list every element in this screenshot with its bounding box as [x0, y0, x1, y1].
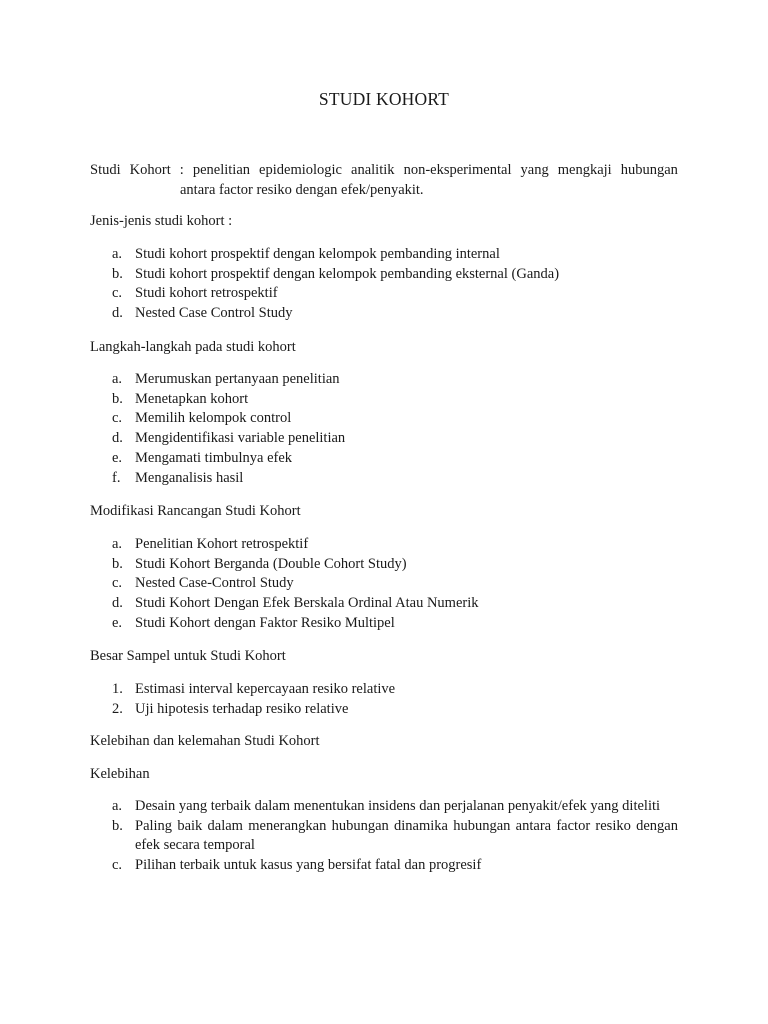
definition-word: hubungan	[620, 162, 678, 178]
list-item-text: Mengamati timbulnya efek	[135, 449, 293, 466]
definition-word: yang	[520, 162, 549, 178]
list-marker: c.	[112, 857, 123, 874]
list-item	[90, 390, 678, 410]
list-marker: d.	[112, 305, 123, 322]
list-item	[90, 594, 678, 614]
list-marker: 1.	[112, 681, 123, 697]
list-marker: a.	[112, 536, 123, 552]
definition-word: non-eksperimental	[403, 162, 512, 178]
list-item	[90, 304, 678, 324]
list-marker: d.	[112, 430, 123, 447]
list-item-text: Studi kohort retrospektif	[135, 285, 278, 302]
list-marker: c.	[112, 285, 123, 302]
list-item	[90, 429, 678, 449]
list-marker: c.	[112, 575, 123, 592]
section-sampel	[90, 647, 678, 667]
section-kelebihan	[90, 765, 678, 785]
list-marker: a.	[112, 246, 123, 262]
list-langkah	[90, 370, 678, 488]
list-item	[90, 817, 678, 856]
list-item-text: Studi kohort prospektif dengan kelompok pembanding eksternal (Ganda)	[135, 265, 560, 282]
list-item-text: Menetapkan kohort	[135, 390, 249, 407]
list-marker: c.	[112, 410, 123, 427]
list-item-text: Desain yang terbaik dalam menentukan insidens dan perjalanan penyakit/efek yang diteliti	[135, 798, 661, 814]
list-kelebihan	[90, 797, 678, 876]
list-item	[90, 284, 678, 304]
list-item	[90, 245, 678, 265]
list-item-text: Mengidentifikasi variable penelitian	[135, 430, 346, 447]
list-item	[90, 700, 678, 720]
list-item	[90, 797, 678, 817]
list-item	[90, 370, 678, 390]
list-item	[90, 856, 678, 876]
list-item	[90, 265, 678, 285]
document-title: STUDI KOHORT	[318, 89, 450, 109]
list-marker: b.	[112, 817, 123, 834]
section-langkah	[90, 338, 678, 358]
list-item-text: Studi Kohort dengan Faktor Resiko Multipel	[135, 614, 395, 631]
list-item-text: Nested Case Control Study	[135, 305, 293, 322]
list-item-text: Merumuskan pertanyaan penelitian	[135, 371, 340, 387]
list-marker: a.	[112, 798, 123, 814]
list-item-text: Studi Kohort Berganda (Double Cohort Study)	[135, 555, 407, 572]
list-item	[90, 535, 678, 555]
section-heading: Kelebihan	[90, 766, 150, 782]
list-item-text: Nested Case-Control Study	[135, 575, 294, 592]
list-marker: a.	[112, 371, 123, 387]
list-item-text: Estimasi interval kepercayaan resiko relative	[135, 681, 396, 697]
list-item-text: Pilihan terbaik untuk kasus yang bersifat fatal dan progresif	[135, 857, 482, 874]
list-item	[90, 555, 678, 575]
section-modifikasi	[90, 502, 678, 522]
list-marker: e.	[112, 614, 123, 631]
definition-word: penelitian	[192, 162, 251, 178]
list-item	[90, 409, 678, 429]
list-marker: e.	[112, 449, 123, 466]
section-heading: Kelebihan dan kelemahan Studi Kohort	[90, 733, 320, 749]
list-marker: b.	[112, 265, 123, 282]
definition-word: Kohort	[129, 162, 171, 178]
definition-line-1	[90, 161, 678, 181]
definition-word: analitik	[351, 162, 395, 178]
list-item	[90, 614, 678, 634]
list-item-text: Uji hipotesis terhadap resiko relative	[135, 700, 349, 717]
section-heading: Modifikasi Rancangan Studi Kohort	[90, 503, 301, 519]
section-heading: Besar Sampel untuk Studi Kohort	[90, 648, 286, 664]
list-item	[90, 449, 678, 469]
list-marker: b.	[112, 390, 123, 407]
list-item	[90, 680, 678, 700]
list-marker: d.	[112, 595, 123, 612]
definition-word: Studi	[90, 162, 121, 178]
list-marker: b.	[112, 555, 123, 572]
list-item	[90, 469, 678, 489]
definition-word: :	[179, 162, 184, 178]
list-item	[90, 574, 678, 594]
list-marker: f.	[112, 469, 121, 486]
list-sampel	[90, 680, 678, 719]
definition-word: epidemiologic	[259, 162, 342, 178]
list-marker: 2.	[112, 700, 123, 717]
list-item-text: Memilih kelompok control	[135, 410, 292, 427]
list-jenis	[90, 245, 678, 324]
definition-line-2: antara factor resiko dengan efek/penyakit.	[180, 181, 424, 198]
list-item-text: Menganalisis hasil	[135, 469, 244, 486]
definition-word: mengkaji	[557, 162, 612, 178]
list-item-text: Penelitian Kohort retrospektif	[135, 536, 309, 552]
list-item-text: Paling baik dalam menerangkan hubungan dinamika hubungan antara factor resiko dengan efek secara temporal	[135, 817, 678, 854]
section-kelebihan-kelemahan	[90, 732, 678, 752]
section-heading: Jenis-jenis studi kohort :	[90, 213, 233, 229]
list-item-text: Studi Kohort Dengan Efek Berskala Ordinal Atau Numerik	[135, 595, 479, 612]
section-heading: Langkah-langkah pada studi kohort	[90, 339, 296, 355]
list-item-text: Studi kohort prospektif dengan kelompok pembanding internal	[135, 246, 500, 262]
section-jenis	[90, 212, 678, 232]
list-modifikasi	[90, 535, 678, 634]
definition-paragraph	[90, 161, 678, 200]
